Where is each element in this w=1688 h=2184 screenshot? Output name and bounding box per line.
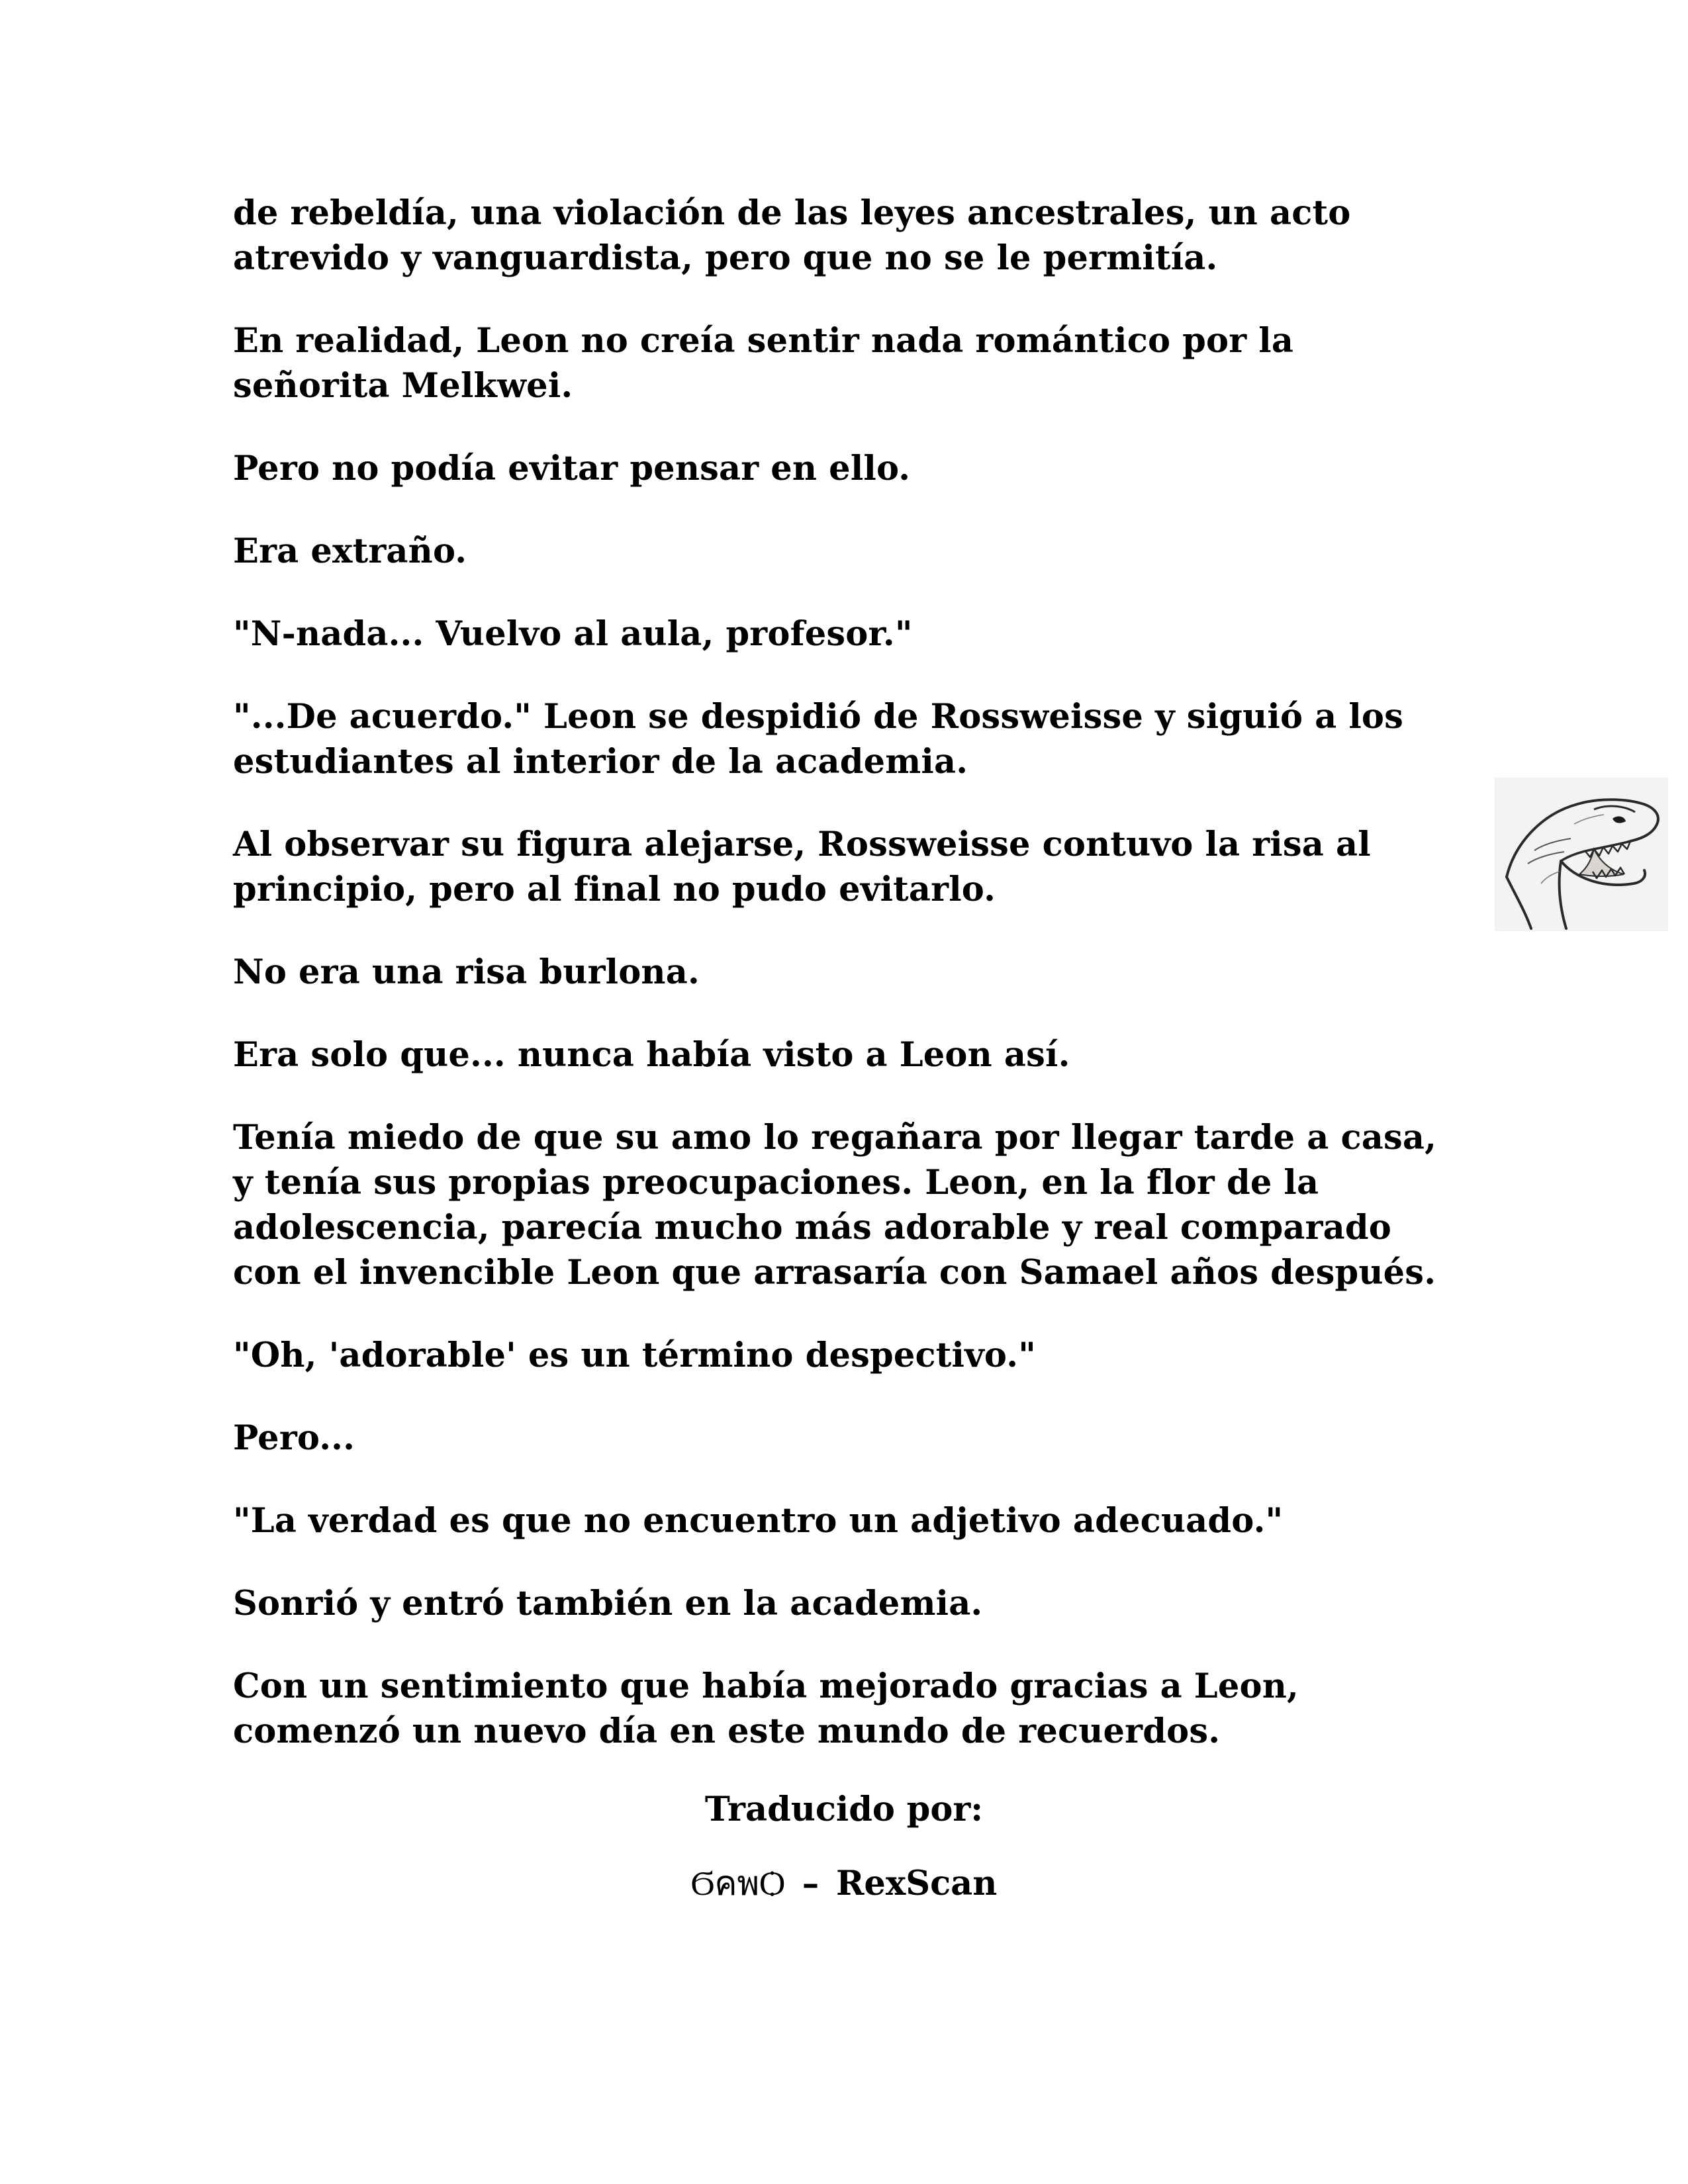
paragraph: "La verdad es que no encuentro un adjetivo adecuado.": [233, 1501, 1284, 1541]
paragraph: Con un sentimiento que había mejorado gracias a Leon, comenzó un nuevo día en este mundo de recuerdos.: [233, 1666, 1299, 1751]
paragraph: Sonrió y entró también en la academia.: [233, 1584, 983, 1623]
paragraph: "Oh, 'adorable' es un término despectivo.": [233, 1336, 1036, 1375]
paragraph: Al observar su figura alejarse, Rossweisse contuvo la risa al principio, pero al final no pudo evitarlo.: [233, 825, 1371, 909]
paragraph: de rebeldía, una violación de las leyes ancestrales, un acto atrevido y vanguardista, pero que no se le permitía.: [233, 193, 1351, 278]
credits-separator: –: [802, 1864, 820, 1903]
credits-heading: Traducido por:: [704, 1790, 984, 1829]
credits-names: [0, 1861, 1688, 1907]
paragraph: Era extraño.: [233, 531, 467, 571]
translation-credits: [0, 1787, 1688, 1936]
translator-name: ϬคพѺ: [690, 1864, 785, 1903]
paragraph: Pero...: [233, 1418, 355, 1458]
paragraph: "N-nada... Vuelvo al aula, profesor.": [233, 614, 913, 654]
scan-group-name: RexScan: [836, 1864, 998, 1903]
paragraph: No era una risa burlona.: [233, 952, 700, 992]
paragraph: Pero no podía evitar pensar en ello.: [233, 449, 911, 488]
paragraph: Tenía miedo de que su amo lo regañara por llegar tarde a casa, y tenía sus propias preocupaciones. Leon, en la flor de la adolescencia, parecía mucho más adorable y real comparado con el invencible Leon que arrasaría con Samael años después.: [233, 1118, 1437, 1293]
body-text: [233, 191, 1524, 1792]
t-rex-head-svg: [1495, 778, 1668, 931]
paragraph: "...De acuerdo." Leon se despidió de Rossweisse y siguió a los estudiantes al interior de la academia.: [233, 697, 1404, 782]
t-rex-head-sketch-icon: [1495, 778, 1668, 931]
paragraph: Era solo que... nunca había visto a Leon así.: [233, 1035, 1070, 1075]
paragraph: En realidad, Leon no creía sentir nada romántico por la señorita Melkwei.: [233, 321, 1294, 406]
